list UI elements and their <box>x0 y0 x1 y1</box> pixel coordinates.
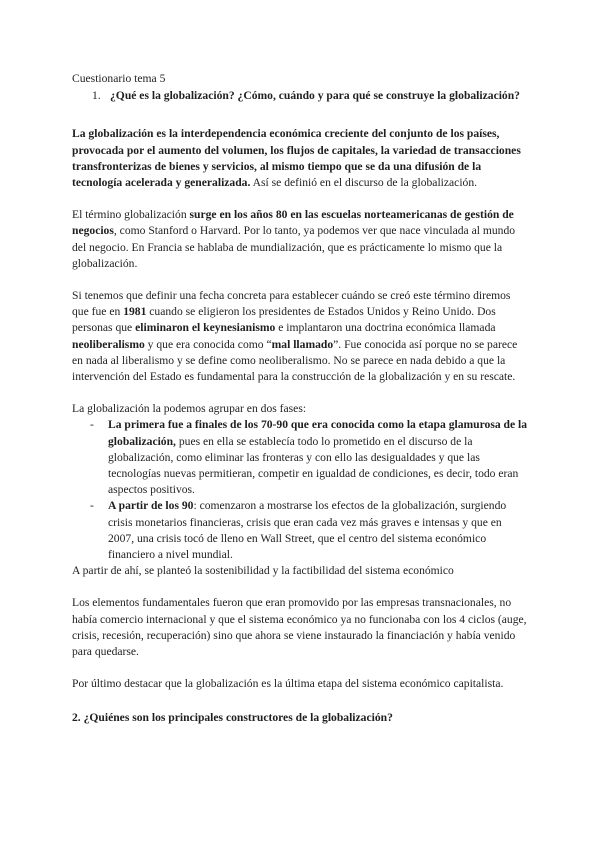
date-text-a: Si tenemos que definir una fecha concreta para establecer cuándo se creó este término diremos que fue en <box>72 289 511 319</box>
phases-list <box>72 417 530 563</box>
phase-1-rest: pues en ella se establecía todo lo prometido en el discurso de la globalización, como eliminar las fronteras y con ello las desigualdades y que las tecnologías nuevas permitieran, competir en igualdad de condiciones, es decir, todo eran aspectos positivos. <box>108 434 519 497</box>
origin-bold: surge en los años 80 en las escuelas norteamericanas de gestión de negocios <box>72 208 514 238</box>
phase-2-bold: A partir de los 90 <box>108 499 194 513</box>
date-year: 1981 <box>123 305 147 319</box>
paragraph-origin <box>72 207 530 272</box>
date-mal-llamado: mal llamado <box>271 337 334 351</box>
question-1-number: 1. <box>92 89 101 103</box>
question-1-text: ¿Qué es la globalización? ¿Cómo, cuándo y para qué se construye la globalización? <box>110 89 520 103</box>
list-item <box>90 417 530 498</box>
date-neoliberalismo: neoliberalismo <box>72 337 145 351</box>
phases-after: A partir de ahí, se planteó la sostenibilidad y la factibilidad del sistema económico <box>72 564 454 578</box>
dash-bullet: - <box>90 499 94 513</box>
phase-2-rest: : comenzaron a mostrarse los efectos de la globalización, surgiendo crisis monetarios financieras, crisis que eran cada vez más graves e intensas y que en 2007, una crisis tocó de lleno en Wall Street, que el centro del sistema económico financiero a nivel mundial. <box>108 499 507 562</box>
question-2: 2. ¿Quiénes son los principales constructores de la globalización? <box>72 710 393 724</box>
phase-1-text <box>108 417 530 498</box>
phase-1-bold: La primera fue a finales de los 70-90 que era conocida como la etapa glamurosa de la globalización, <box>108 418 528 448</box>
dash-bullet: - <box>90 418 94 432</box>
document-title: Cuestionario tema 5 <box>72 72 166 85</box>
paragraph-conclusion: Por último destacar que la globalización es la última etapa del sistema económico capitalista. <box>72 677 504 691</box>
origin-text-c: , como Stanford o Harvard. Por lo tanto, ya podemos ver que nace vinculada al mundo del negocio. En Francia se hablaba de mundialización, que es prácticamente lo mismo que la globalización. <box>72 224 516 270</box>
date-text-e: e implantaron una doctrina económica llamada <box>275 321 496 335</box>
date-text-c: cuando se eligieron los presidentes de Estados Unidos y Reino Unido. Dos personas que <box>72 305 496 335</box>
date-keynes: eliminaron el keynesianismo <box>135 321 276 335</box>
phase-2-text <box>108 498 530 563</box>
origin-text-a: El término globalización <box>72 208 190 222</box>
paragraph-definition <box>72 126 530 191</box>
date-text-g: y que era conocida como “ <box>144 337 272 351</box>
phases-intro: La globalización la podemos agrupar en dos fases: <box>72 402 307 416</box>
paragraph-date <box>72 288 530 385</box>
definition-rest: Así se definió en el discurso de la globalización. <box>250 176 478 190</box>
paragraph-elements: Los elementos fundamentales fueron que eran promovido por las empresas transnacionales, no había comercio internacional y que el sistema económico ya no funcionaba con los 4 ciclos (auge, crisis, recesión, recuperación) sino que ahora se viene instaurado la financiación y había venido para quedarse. <box>72 596 527 659</box>
question-1 <box>92 88 530 104</box>
date-text-i: ”. Fue conocida así porque no se parece en nada al liberalismo y se define como neoliberalismo. No se parece en nada debido a que la intervención del Estado es fundamental para la construcción de la globalización y en su rescate. <box>72 337 518 384</box>
definition-bold: La globalización es la interdependencia económica creciente del conjunto de los países, provocada por el aumento del volumen, los flujos de capitales, la variedad de transacciones transfronterizas de bienes y servicios, al mismo tiempo que se da una difusión de la tecnología acelerada y generalizada. <box>72 127 521 190</box>
list-item <box>90 498 530 563</box>
